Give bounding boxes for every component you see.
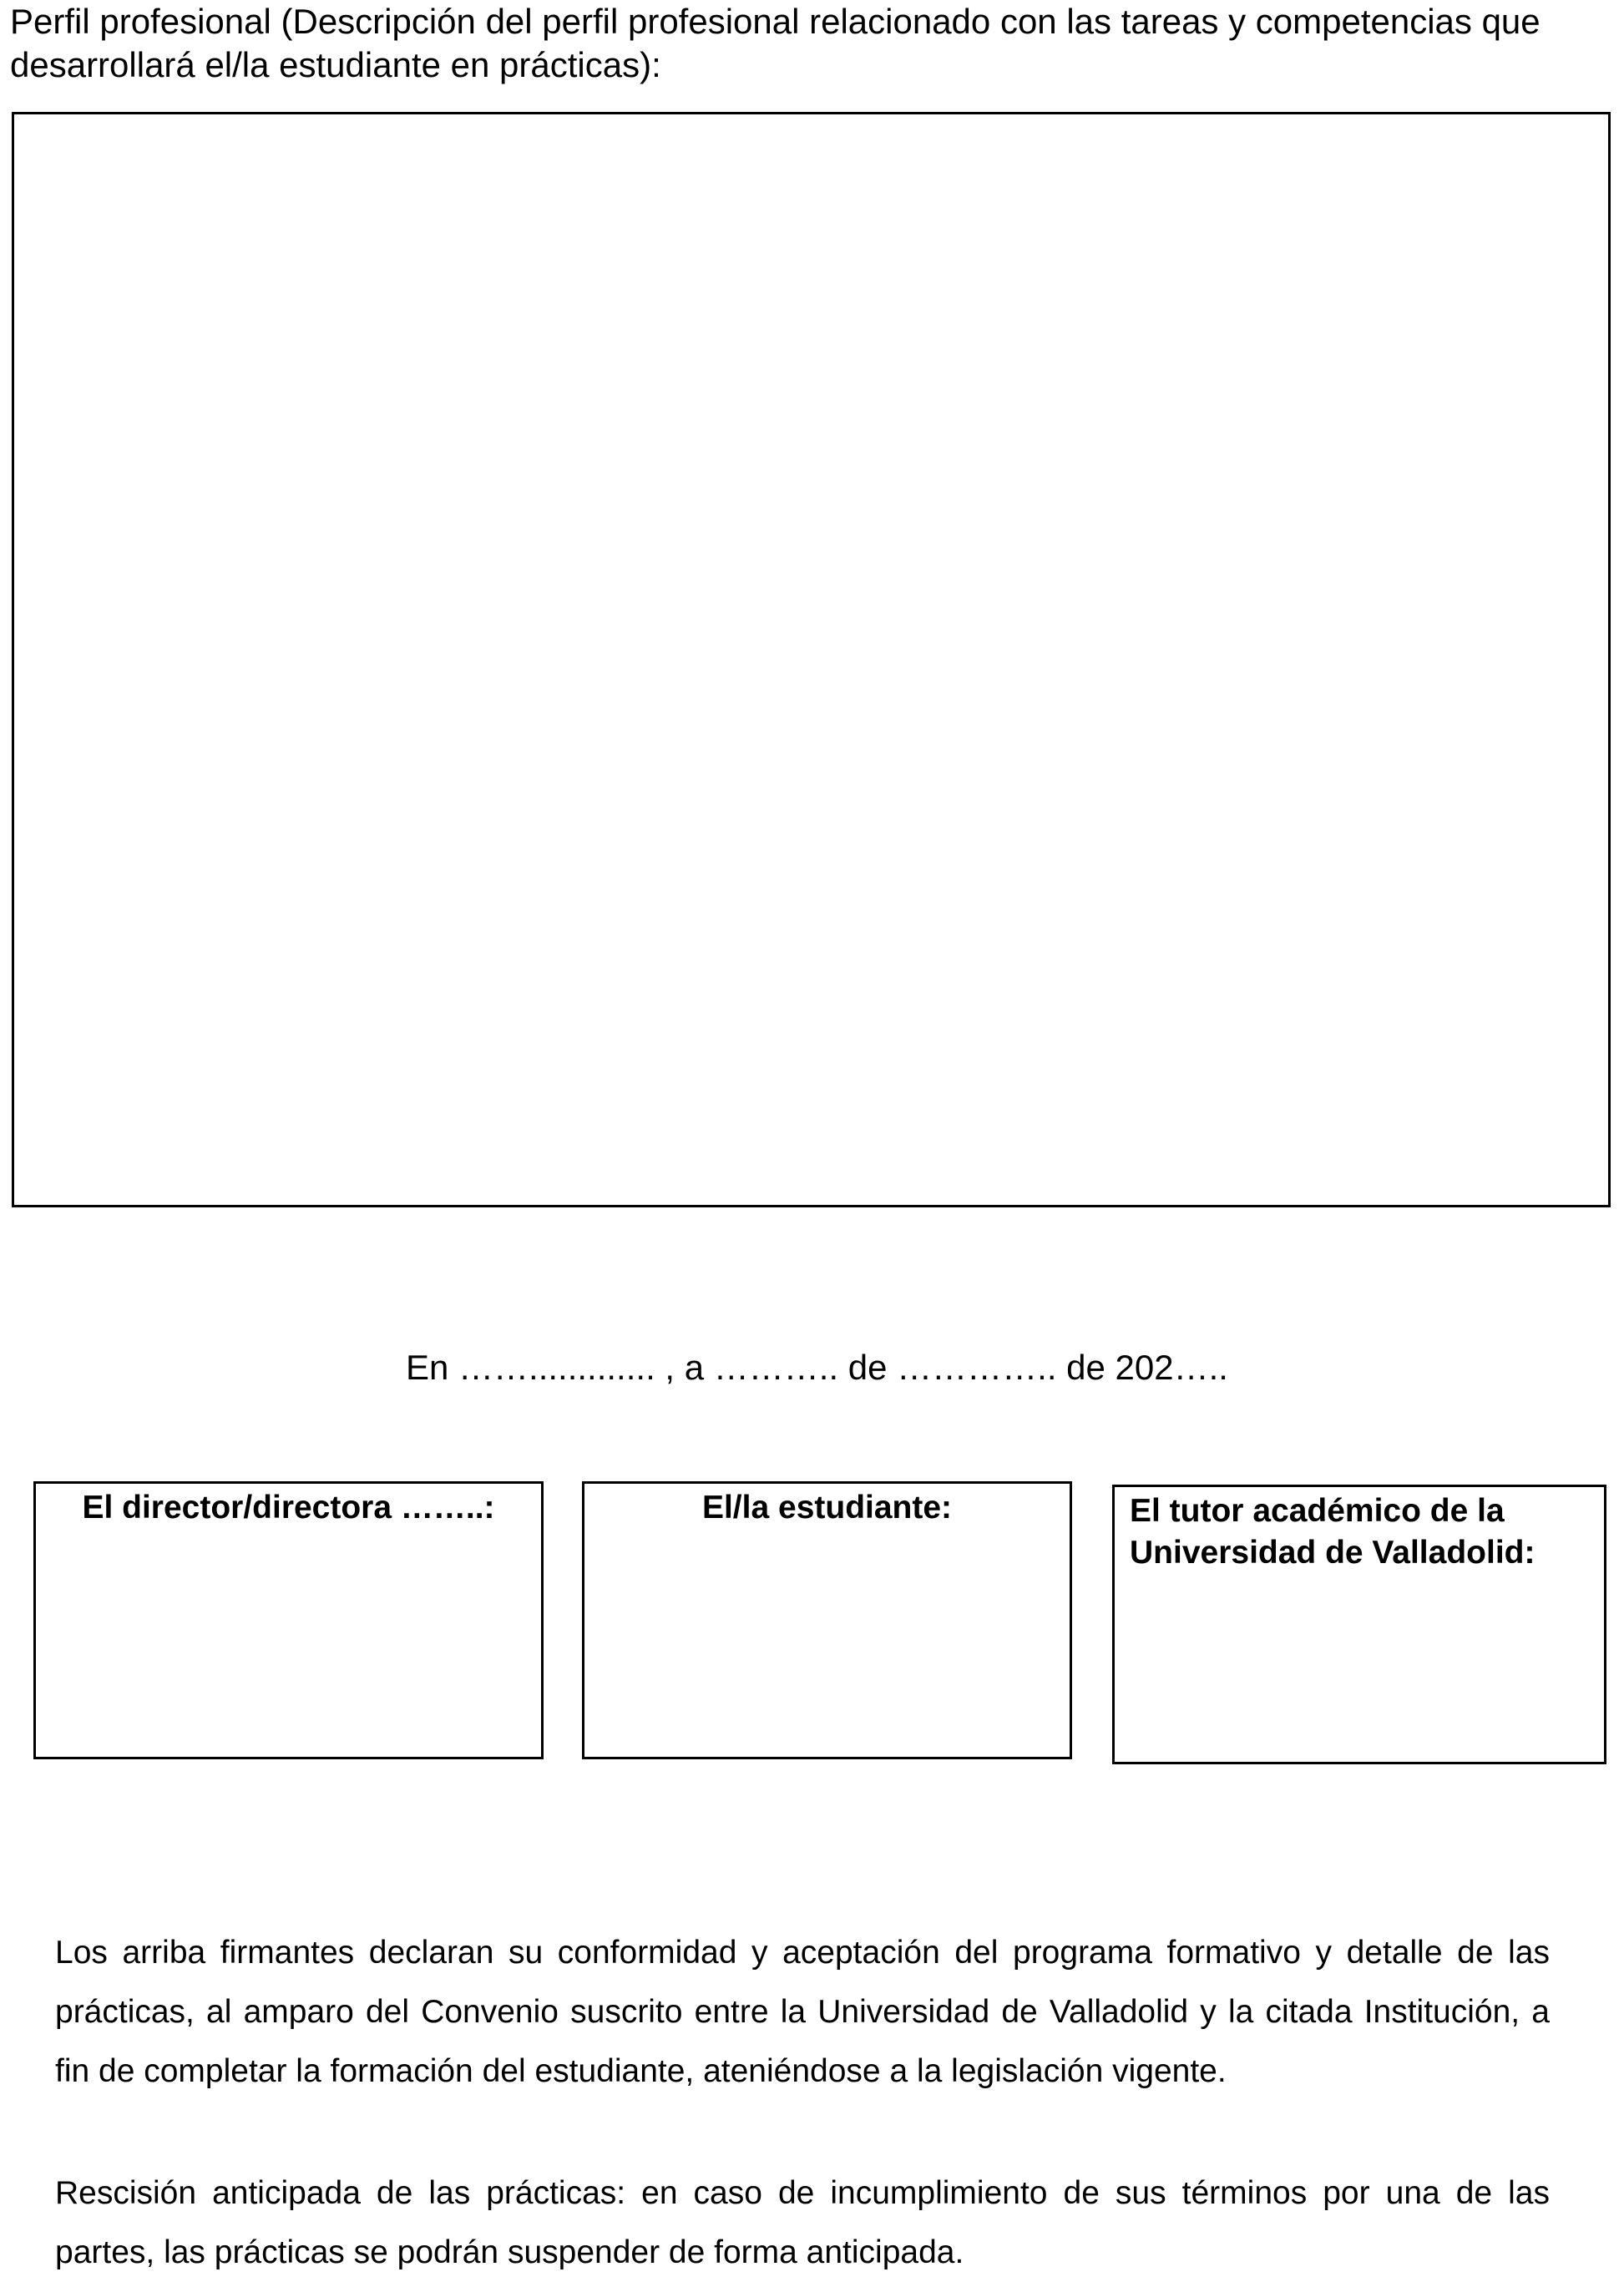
profile-description-field[interactable] xyxy=(12,112,1611,1207)
tutor-signature-label: El tutor académico de la Universidad de Valladolid: xyxy=(1130,1493,1535,1571)
student-signature-box[interactable] xyxy=(582,1481,1072,1759)
director-signature-box[interactable] xyxy=(33,1481,544,1759)
director-signature-label: El director/directora ……..: xyxy=(82,1490,495,1526)
student-signature-label: El/la estudiante: xyxy=(701,1490,953,1526)
rescission-paragraph: Rescisión anticipada de las prácticas: en caso de incumplimiento de sus términos por una de las partes, las prácticas se podrán suspender de forma anticipada. xyxy=(55,2175,1550,2270)
profile-heading: Perfil profesional (Descripción del perfil profesional relacionado con las tareas y competencias que desarrollará el/la estudiante en prácticas): xyxy=(10,2,1541,84)
conformity-paragraph: Los arriba firmantes declaran su conformidad y aceptación del programa formativo y detalle de las prácticas, al amparo del Convenio suscrito entre la Universidad de Valladolid y la citada Institución, a fin de completar la formación del estudiante, ateniéndose a la legislación vigente. xyxy=(55,1935,1550,2089)
date-place-line: En ……............. , a ……….. de ………….. de 202….. xyxy=(406,1348,1228,1387)
tutor-signature-box[interactable] xyxy=(1112,1485,1606,1764)
